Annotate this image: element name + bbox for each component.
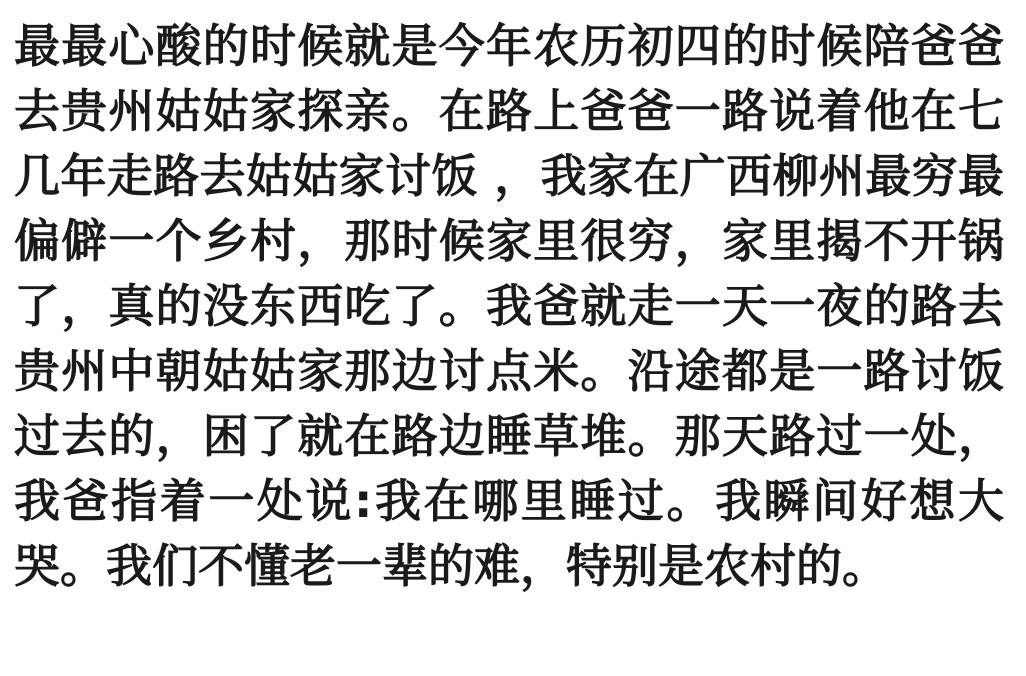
document-body-text: 最最心酸的时候就是今年农历初四的时候陪爸爸去贵州姑姑家探亲。在路上爸爸一路说着他在七几年走路去姑姑家讨饭 ，我家在广西柳州最穷最偏僻一个乡村，那时候家里很穷，家里揭不开锅了，真的没东西吃了。我爸就走一天一夜的路去贵州中朝姑姑家那边讨点米。沿途都是一路讨饭过去的，困了就在路边睡草堆。那天路过一处，我爸指着一处说:我在哪里睡过。我瞬间好想大哭。我们不懂老一辈的难，特别是农村的。: [14, 19, 1004, 593]
